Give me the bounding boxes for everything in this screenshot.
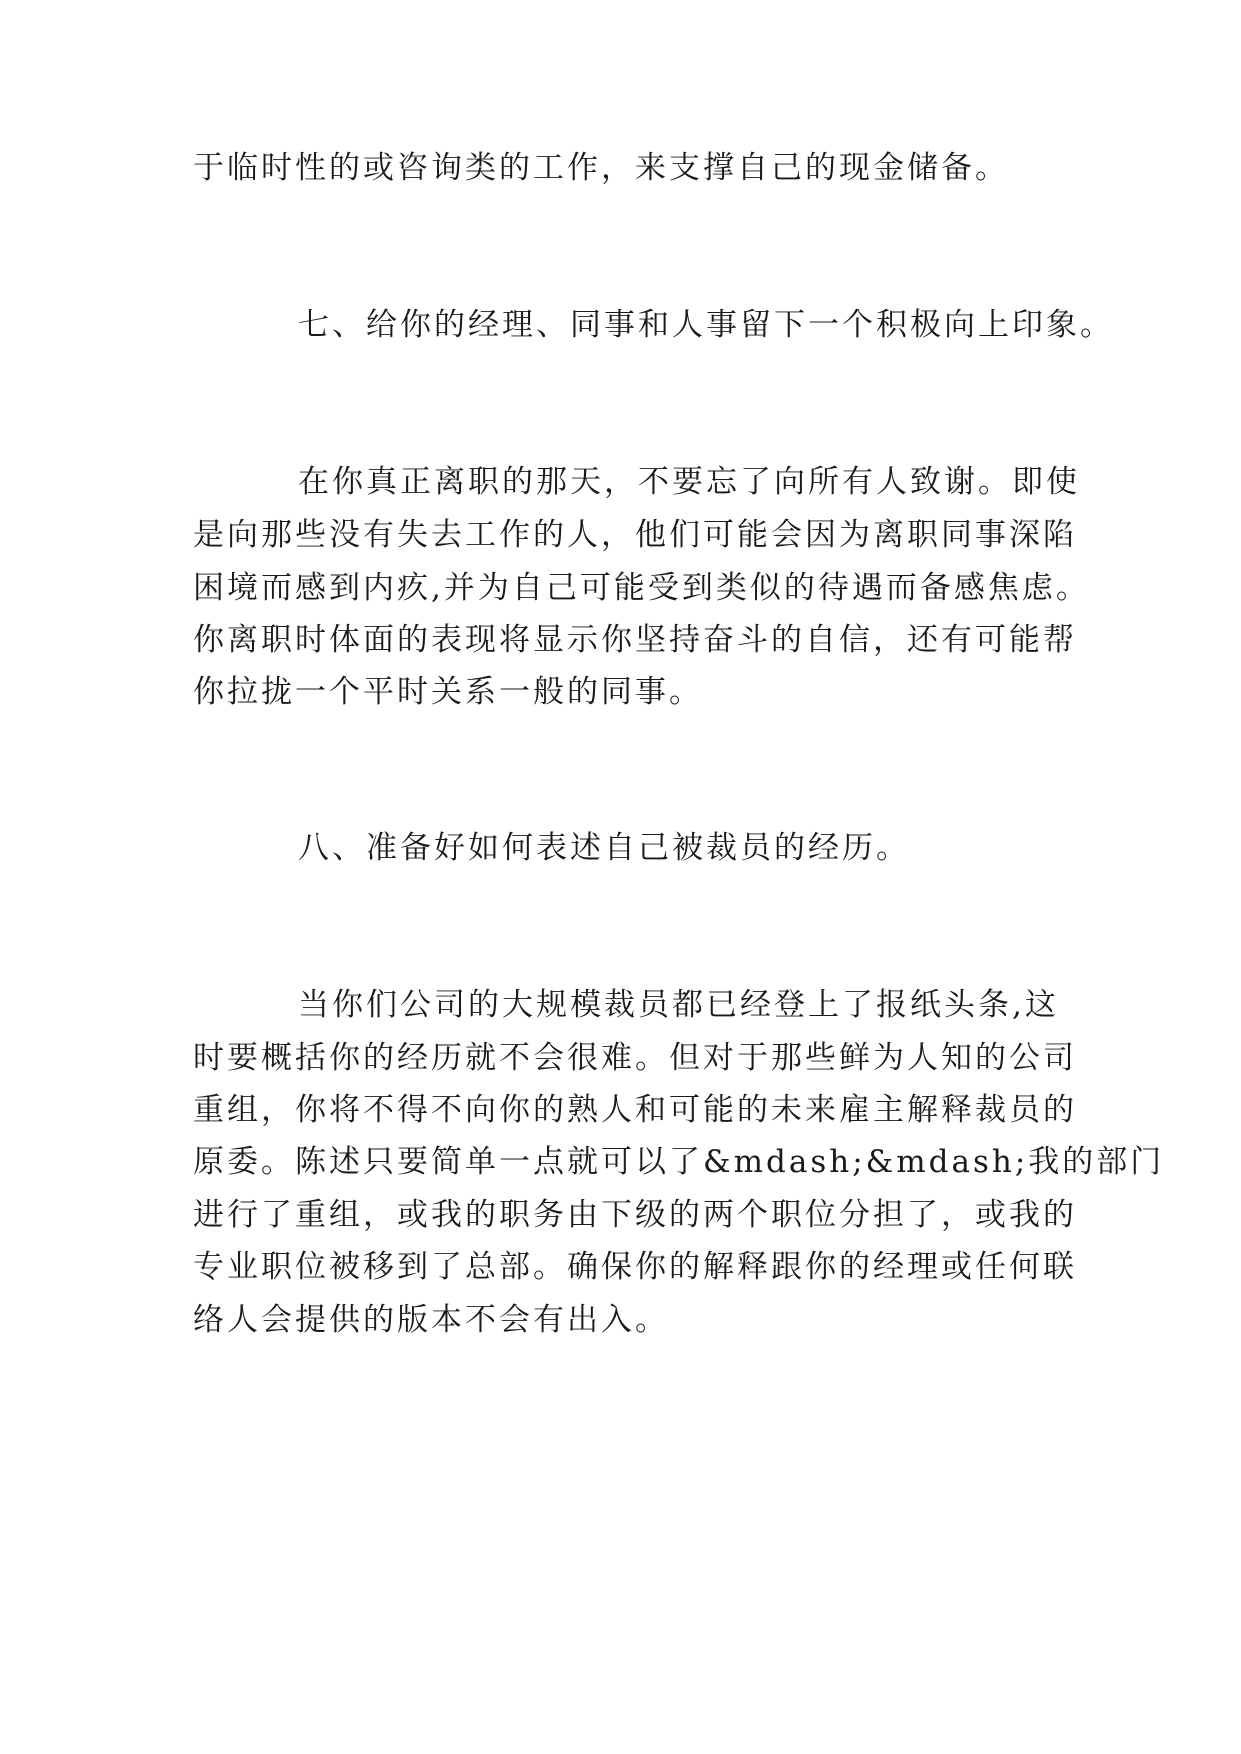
section-heading-7: 七、给你的经理、同事和人事留下一个积极向上印象。: [298, 307, 1114, 343]
paragraph-line: 络人会提供的版本不会有出入。: [193, 1302, 669, 1338]
paragraph-line: 你离职时体面的表现将显示你坚持奋斗的自信，还有可能帮: [193, 622, 1077, 658]
paragraph-line: 进行了重组，或我的职务由下级的两个职位分担了，或我的: [193, 1197, 1077, 1233]
paragraph-line: 于临时性的或咨询类的工作，来支撑自己的现金储备。: [193, 150, 1009, 186]
paragraph-line: 是向那些没有失去工作的人，他们可能会因为离职同事深陷: [193, 517, 1077, 553]
paragraph-line: 原委。陈述只要简单一点就可以了&mdash;&mdash;我的部门: [193, 1144, 1165, 1180]
paragraph-line: 重组，你将不得不向你的熟人和可能的未来雇主解释裁员的: [193, 1092, 1077, 1128]
paragraph-line: 时要概括你的经历就不会很难。但对于那些鲜为人知的公司: [193, 1040, 1077, 1076]
paragraph-line: 在你真正离职的那天，不要忘了向所有人致谢。即使: [298, 464, 1080, 500]
section-heading-8: 八、准备好如何表述自己被裁员的经历。: [298, 830, 910, 866]
paragraph-line: 你拉拢一个平时关系一般的同事。: [193, 674, 703, 710]
paragraph-line: 专业职位被移到了总部。确保你的解释跟你的经理或任何联: [193, 1249, 1077, 1285]
paragraph-line: 困境而感到内疚,并为自己可能受到类似的待遇而备感焦虑。: [193, 570, 1090, 606]
paragraph-line: 当你们公司的大规模裁员都已经登上了报纸头条,这: [298, 987, 1059, 1023]
